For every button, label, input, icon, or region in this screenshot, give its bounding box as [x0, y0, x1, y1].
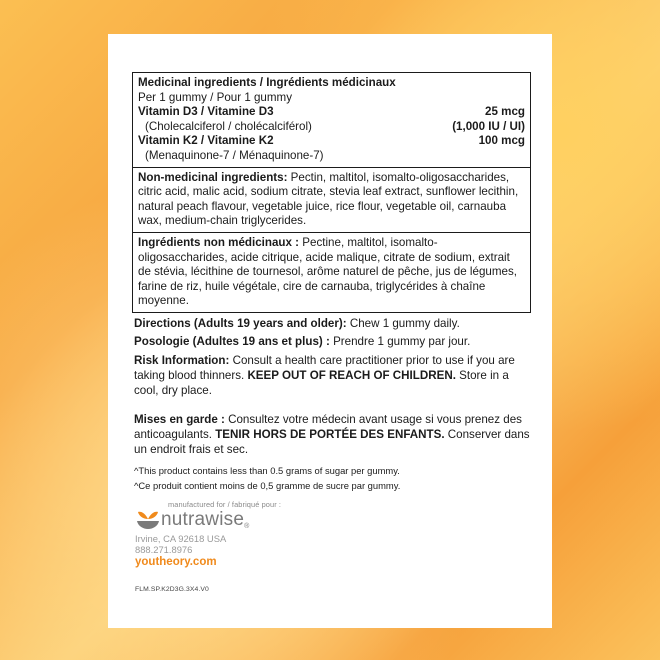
directions-fr [134, 335, 534, 350]
non-medicinal-fr-label: Ingrédients non médicinaux : [138, 235, 300, 249]
directions-fr-text: Prendre 1 gummy par jour. [329, 335, 471, 348]
non-medicinal-en-label: Non-medicinal ingredients: [138, 170, 288, 184]
non-medicinal-fr-text: Pectine, maltitol, isomalto-oligosaccharides, acide citrique, acide malique, citrate de sodium, extrait de stévia, lécithine de tournesol, arôme naturel de pêche, jus de légumes, farine de riz, huile végétale, cire de carnauba, triglycérides à chaîne moyenne. [138, 235, 517, 308]
risk-fr-text2: Conserver dans un endroit frais et sec. [134, 427, 530, 456]
product-code: FLM.SP.K2D3G.3X4.V0 [135, 586, 209, 593]
directions-en-label: Directions (Adults 19 years and older): [134, 317, 347, 330]
risk-fr-text1: Consultez votre médecin avant usage si vous prenez des anticoagulants. [134, 413, 522, 441]
vitamin-d3-amount: 25 mcg [485, 105, 525, 119]
brand-logo [135, 510, 435, 530]
non-medicinal-en-text: Pectin, maltitol, isomalto-oligosaccharides, citric acid, malic acid, sodium citrate, stevia leaf extract, sunflower lecithin, natural peach flavour, vegetable juice, rice flour, vegetable oil, carnauba wax, medium-chain triglycerides. [138, 170, 519, 228]
risk-fr [134, 413, 534, 457]
directions-en-text: Chew 1 gummy daily. [346, 317, 460, 330]
risk-fr-bold: TENIR HORS DE PORTÉE DES ENFANTS. [215, 427, 445, 441]
footnote-fr: ^Ce produit contient moins de 0,5 gramme de sucre par gummy. [134, 480, 401, 491]
risk-en [134, 354, 534, 398]
ingredients-box [132, 72, 531, 313]
vitamin-d3-row [138, 105, 525, 120]
footnote-en: ^This product contains less than 0.5 grams of sugar per gummy. [134, 465, 400, 476]
vitamin-d3-name: Vitamin D3 / Vitamine D3 [138, 105, 274, 119]
website-link[interactable]: youtheory.com [135, 555, 217, 568]
brand-name: nutrawise [161, 509, 245, 530]
vitamin-k2-name: Vitamin K2 / Vitamine K2 [138, 134, 274, 148]
risk-en-text2: Store in a cool, dry place. [134, 368, 509, 397]
medicinal-section [133, 73, 530, 167]
vitamin-d3-sub-row [138, 120, 525, 135]
vitamin-d3-iu: (1,000 IU / UI) [452, 119, 525, 133]
risk-en-text1: Consult a health care practitioner prior to use if you are taking blood thinners. [134, 354, 515, 382]
supplement-label [108, 34, 552, 628]
non-medicinal-en-section [133, 167, 530, 232]
phone: 888.271.8976 [135, 544, 193, 556]
address: Irvine, CA 92618 USA [135, 533, 227, 544]
vitamin-k2-amount: 100 mcg [478, 134, 525, 148]
per-serving: Per 1 gummy / Pour 1 gummy [138, 90, 292, 104]
medicinal-heading: Medicinal ingredients / Ingrédients médicinaux [138, 76, 396, 89]
trademark-symbol: ® [244, 523, 250, 530]
directions-en [134, 317, 534, 332]
risk-en-bold: KEEP OUT OF REACH OF CHILDREN. [247, 368, 456, 382]
vitamin-d3-source: (Cholecalciferol / cholécalciférol) [145, 119, 312, 133]
risk-en-label: Risk Information: [134, 354, 230, 367]
manufactured-for-label: manufactured for / fabriqué pour : [168, 500, 282, 509]
non-medicinal-fr-section [133, 232, 530, 312]
directions-fr-label: Posologie (Adultes 19 ans et plus) : [134, 335, 330, 348]
risk-fr-label: Mises en garde : [134, 413, 225, 426]
vitamin-k2-source: (Menaquinone-7 / Ménaquinone-7) [145, 148, 324, 162]
leaf-bowl-icon [135, 510, 161, 530]
vitamin-k2-row [138, 134, 525, 149]
manufacturer-block [135, 500, 435, 569]
